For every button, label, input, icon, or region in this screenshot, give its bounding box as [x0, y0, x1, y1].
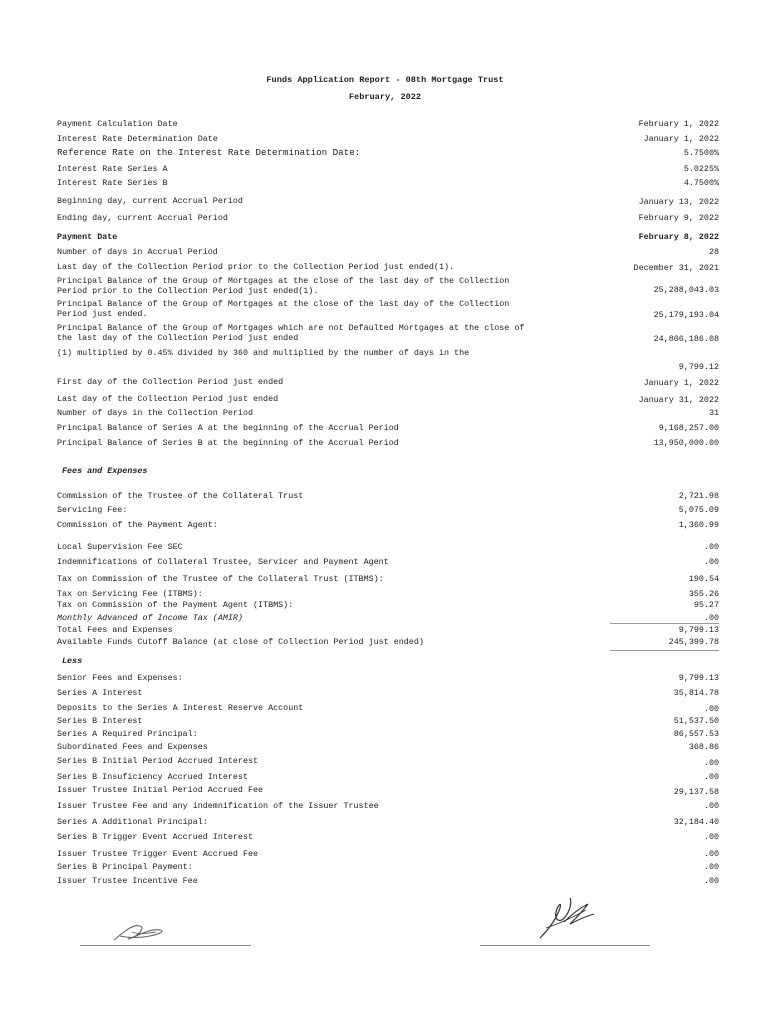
row-label: Series B Principal Payment: — [57, 862, 193, 872]
row-label: Reference Rate on the Interest Rate Determination Date: — [57, 147, 361, 158]
row-label: Series A Interest — [57, 688, 143, 698]
row-value: .00 — [703, 758, 719, 768]
row-value: 31 — [708, 408, 719, 418]
row-value: .00 — [703, 704, 719, 714]
row-value: 51,537.50 — [673, 716, 719, 726]
row-label: Series A Required Principal: — [57, 729, 198, 739]
signature-left — [110, 918, 170, 946]
row-label: (1) multiplied by 0.45% divided by 360 and multiplied by the number of days in the — [57, 348, 470, 358]
row-value: 35,814.78 — [673, 688, 719, 698]
row-label: Principal Balance of Series A at the beginning of the Accrual Period — [57, 423, 399, 433]
row-label: Commission of the Payment Agent: — [57, 520, 218, 530]
row-value: .00 — [703, 557, 719, 567]
row-value: 28 — [708, 247, 719, 257]
row-value: 9,799.13 — [678, 625, 719, 635]
row-value: .00 — [703, 849, 719, 859]
row-value: .00 — [703, 832, 719, 842]
row-label: Ending day, current Accrual Period — [57, 213, 228, 223]
row-label: Last day of the Collection Period just ended — [57, 394, 279, 404]
row-label: Issuer Trustee Initial Period Accrued Fee — [57, 785, 264, 795]
row-label: Series B Insuficiency Accrued Interest — [57, 772, 248, 782]
row-value: 9,799.13 — [678, 673, 719, 683]
row-label: Subordinated Fees and Expenses — [57, 742, 208, 752]
row-label: Commission of the Trustee of the Collateral Trust — [57, 491, 304, 501]
row-value: January 1, 2022 — [643, 378, 719, 388]
row-value: 5.0225% — [683, 164, 719, 174]
row-label: Series B Initial Period Accrued Interest — [57, 756, 259, 766]
row-value: 13,950,000.00 — [653, 438, 719, 448]
row-label: Payment Calculation Date — [57, 119, 178, 129]
row-label: Issuer Trustee Trigger Event Accrued Fee — [57, 849, 259, 859]
row-value: 29,137.58 — [673, 787, 719, 797]
row-label: Principal Balance of the Group of Mortgages at the close of the last day of the Collection Period just ended. — [57, 299, 515, 319]
row-label: Principal Balance of the Group of Mortgages which are not Defaulted Mortgages at the close of the last day of the Collection Period just ended — [57, 323, 530, 343]
row-value: 355.26 — [688, 589, 719, 599]
signature-right — [536, 894, 598, 942]
row-label: Tax on Commission of the Trustee of the Collateral Trust (ITBMS): — [57, 574, 384, 584]
signature-line-left — [80, 945, 251, 946]
row-value: .00 — [703, 542, 719, 552]
row-label: Series B Trigger Event Accrued Interest — [57, 832, 254, 842]
row-value: 9,168,257.00 — [658, 423, 719, 433]
row-label: Available Funds Cutoff Balance (at close of Collection Period just ended) — [57, 637, 424, 647]
row-value: 5.7500% — [683, 148, 719, 158]
row-value: 4.7500% — [683, 178, 719, 188]
row-label: Last day of the Collection Period prior to the Collection Period just ended(1). — [57, 262, 455, 272]
row-value: 25,179,193.04 — [653, 310, 719, 320]
row-value: 1,360.99 — [678, 520, 719, 530]
row-label: Principal Balance of the Group of Mortgages at the close of the last day of the Collection Period prior to the Collection Period just ended(1). — [57, 276, 515, 296]
row-value: January 31, 2022 — [638, 395, 719, 405]
row-label: Monthly Advanced of Income Tax (AMIR) — [57, 613, 243, 623]
row-label: Payment Date — [57, 232, 118, 242]
row-label: Interest Rate Determination Date — [57, 134, 218, 144]
row-value: 95.27 — [693, 600, 719, 610]
report-period: February, 2022 — [348, 92, 422, 102]
row-label: Indemnifications of Collateral Trustee, Servicer and Payment Agent — [57, 557, 389, 567]
row-label: Number of days in the Collection Period — [57, 408, 254, 418]
row-value: 5,075.09 — [678, 505, 719, 515]
row-value: 190.54 — [688, 574, 719, 584]
row-label: Interest Rate Series A — [57, 164, 168, 174]
row-label: Issuer Trustee Incentive Fee — [57, 876, 198, 886]
row-value: January 1, 2022 — [643, 134, 719, 144]
row-value: February 1, 2022 — [638, 119, 719, 129]
row-value: 9,799.12 — [678, 362, 719, 372]
row-value: February 9, 2022 — [638, 213, 719, 223]
row-label: Tax on Servicing Fee (ITBMS): — [57, 589, 203, 599]
row-value: .00 — [703, 613, 719, 623]
row-label: Number of days in Accrual Period — [57, 247, 218, 257]
report-title: Funds Application Report - 08th Mortgage Trust — [266, 75, 504, 85]
row-label: Beginning day, current Accrual Period — [57, 196, 243, 206]
row-value: 32,184.40 — [673, 817, 719, 827]
subtotal-rule — [610, 623, 719, 624]
row-label: Total Fees and Expenses — [57, 625, 173, 635]
row-value: December 31, 2021 — [633, 263, 719, 273]
row-label: Local Supervision Fee SEC — [57, 542, 183, 552]
row-value: 245,399.78 — [668, 637, 719, 647]
signature-line-right — [480, 945, 650, 946]
row-value: January 13, 2022 — [638, 197, 719, 207]
section-heading-fees: Fees and Expenses — [62, 466, 148, 476]
row-label: Tax on Commission of the Payment Agent (ITBMS): — [57, 600, 294, 610]
row-label: Issuer Trustee Fee and any indemnification of the Issuer Trustee — [57, 801, 379, 811]
row-label: Servicing Fee: — [57, 505, 128, 515]
row-value: .00 — [703, 772, 719, 782]
row-label: Series A Additional Principal: — [57, 817, 208, 827]
row-value: 368.86 — [688, 742, 719, 752]
row-label: Principal Balance of Series B at the beginning of the Accrual Period — [57, 438, 399, 448]
section-heading-less: Less — [62, 656, 83, 666]
row-value: 2,721.98 — [678, 491, 719, 501]
row-value: .00 — [703, 801, 719, 811]
row-label: Senior Fees and Expenses: — [57, 673, 183, 683]
row-value: 24,806,186.08 — [653, 334, 719, 344]
row-label: Interest Rate Series B — [57, 178, 168, 188]
row-label: First day of the Collection Period just ended — [57, 377, 284, 387]
row-value: 25,288,043.03 — [653, 285, 719, 295]
row-label: Series B Interest — [57, 716, 143, 726]
total-rule — [610, 650, 719, 651]
row-value: February 8, 2022 — [638, 232, 719, 242]
row-label: Deposits to the Series A Interest Reserve Account — [57, 703, 304, 713]
row-value: 86,557.53 — [673, 729, 719, 739]
row-value: .00 — [703, 876, 719, 886]
row-value: .00 — [703, 862, 719, 872]
